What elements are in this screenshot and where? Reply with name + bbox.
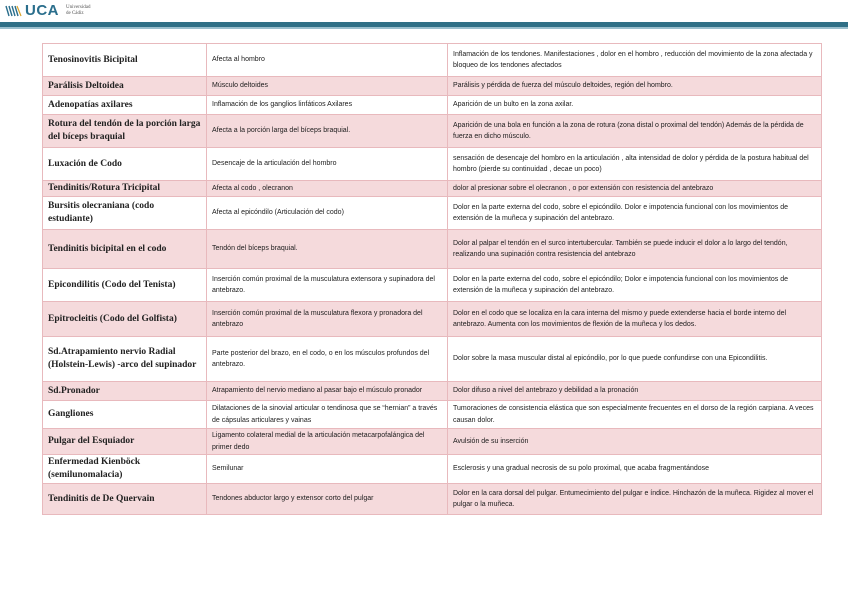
symptoms-description: Aparición de un bulto en la zona axilar. xyxy=(448,96,822,115)
affected-location: Afecta al epicóndilo (Articulación del codo) xyxy=(207,197,448,230)
affected-location: Inserción común proximal de la musculatura flexora y pronadora del antebrazo xyxy=(207,302,448,337)
affected-location: Atrapamiento del nervio mediano al pasar bajo el músculo pronador xyxy=(207,382,448,401)
table-row xyxy=(43,44,822,77)
table-row xyxy=(43,302,822,337)
pathology-name: Sd.Pronador xyxy=(43,382,207,401)
university-logo[interactable] xyxy=(4,3,90,19)
pathology-name: Tendinitis/Rotura Tricipital xyxy=(43,181,207,197)
symptoms-description: Dolor al palpar el tendón en el surco intertubercular. También se puede inducir el dolor a lo largo del tendón, realizando una supinación contra resistencia del antebrazo xyxy=(448,230,822,269)
symptoms-description: Parálisis y pérdida de fuerza del músculo deltoides, región del hombro. xyxy=(448,77,822,96)
affected-location: Desencaje de la articulación del hombro xyxy=(207,148,448,181)
affected-location: Músculo deltoides xyxy=(207,77,448,96)
symptoms-description: Dolor en el codo que se localiza en la cara interna del mismo y puede extenderse hacia el borde interno del antebrazo. Aumenta con los movimientos de flexión de la muñeca y los dedos. xyxy=(448,302,822,337)
affected-location: Afecta al codo , olecranon xyxy=(207,181,448,197)
table-row xyxy=(43,484,822,515)
table-row xyxy=(43,96,822,115)
logo-subtitle-line2: de Cádiz xyxy=(66,11,84,16)
table-row xyxy=(43,429,822,455)
symptoms-description: Dolor sobre la masa muscular distal al epicóndilo, por lo que puede confundirse con una Epicondilitis. xyxy=(448,337,822,382)
affected-location: Parte posterior del brazo, en el codo, o en los músculos profundos del antebrazo. xyxy=(207,337,448,382)
pathology-name: Parálisis Deltoidea xyxy=(43,77,207,96)
pathology-table xyxy=(42,43,822,515)
header-bar xyxy=(0,0,848,22)
table-row xyxy=(43,148,822,181)
symptoms-description: Avulsión de su inserción xyxy=(448,429,822,455)
pathology-name: Sd.Atrapamiento nervio Radial (Holstein-Lewis) -arco del supinador xyxy=(43,337,207,382)
symptoms-description: Tumoraciones de consistencia elástica que son especialmente frecuentes en el dorso de la región carpiana. A veces causan dolor. xyxy=(448,401,822,429)
affected-location: Dilataciones de la sinovial articular o tendinosa que se “hernian” a través de cápsulas articulares y vainas xyxy=(207,401,448,429)
symptoms-description: Dolor en la parte externa del codo, sobre el epicóndilo; Dolor e impotencia funcional con los movimientos de extensión de la muñeca y supinación del antebrazo. xyxy=(448,269,822,302)
header-band-light xyxy=(0,27,848,29)
affected-location: Tendón del bíceps braquial. xyxy=(207,230,448,269)
pathology-name: Pulgar del Esquiador xyxy=(43,429,207,455)
pathology-name: Tendinitis de De Quervain xyxy=(43,484,207,515)
table-row xyxy=(43,115,822,148)
pathology-name: Tendinitis bicipital en el codo xyxy=(43,230,207,269)
pathology-name: Tenosinovitis Bicipital xyxy=(43,44,207,77)
table-row xyxy=(43,455,822,484)
pathology-name: Luxación de Codo xyxy=(43,148,207,181)
table-row xyxy=(43,382,822,401)
pathology-name: Gangliones xyxy=(43,401,207,429)
table-row xyxy=(43,401,822,429)
symptoms-description: Dolor en la parte externa del codo, sobre el epicóndilo. Dolor e impotencia funcional con los movimientos de extensión de la muñeca y supinación del antebrazo. xyxy=(448,197,822,230)
affected-location: Tendones abductor largo y extensor corto del pulgar xyxy=(207,484,448,515)
affected-location: Inflamación de los ganglios linfáticos Axilares xyxy=(207,96,448,115)
symptoms-description: dolor al presionar sobre el olecranon , o por extensión con resistencia del antebrazo xyxy=(448,181,822,197)
symptoms-description: Dolor difuso a nivel del antebrazo y debilidad a la pronación xyxy=(448,382,822,401)
affected-location: Semilunar xyxy=(207,455,448,484)
affected-location: Afecta al hombro xyxy=(207,44,448,77)
table-row xyxy=(43,269,822,302)
pathology-name: Enfermedad Kienböck (semilunomalacia) xyxy=(43,455,207,484)
logo-subtitle xyxy=(66,5,90,17)
affected-location: Afecta a la porción larga del bíceps braquial. xyxy=(207,115,448,148)
pathology-name: Epicondilitis (Codo del Tenista) xyxy=(43,269,207,302)
symptoms-description: Dolor en la cara dorsal del pulgar. Entumecimiento del pulgar e índice. Hinchazón de la muñeca. Rigidez al mover el pulgar o la muñeca. xyxy=(448,484,822,515)
pathology-name: Epitrocleitis (Codo del Golfista) xyxy=(43,302,207,337)
affected-location: Inserción común proximal de la musculatura extensora y supinadora del antebrazo. xyxy=(207,269,448,302)
uca-emblem-icon xyxy=(4,4,22,18)
table-row xyxy=(43,337,822,382)
symptoms-description: Esclerosis y una gradual necrosis de su polo proximal, que acaba fragmentándose xyxy=(448,455,822,484)
table-row xyxy=(43,181,822,197)
table-row xyxy=(43,230,822,269)
affected-location: Ligamento colateral medial de la articulación metacarpofalángica del primer dedo xyxy=(207,429,448,455)
table-row xyxy=(43,77,822,96)
pathology-name: Bursitis olecraniana (codo estudiante) xyxy=(43,197,207,230)
symptoms-description: sensación de desencaje del hombro en la articulación , alta intensidad de dolor y pérdida de la postura habitual del hombro (pierde su continuidad , decae un poco) xyxy=(448,148,822,181)
logo-subtitle-line1: Universidad xyxy=(66,5,91,10)
symptoms-description: Aparición de una bola en función a la zona de rotura (zona distal o proximal del tendón) Además de la pérdida de fuerza en dicho músculo. xyxy=(448,115,822,148)
pathology-name: Adenopatías axilares xyxy=(43,96,207,115)
symptoms-description: Inflamación de los tendones. Manifestaciones , dolor en el hombro , reducción del movimiento de la zona afectada y bloqueo de los tendones afectados xyxy=(448,44,822,77)
logo-text: UCA xyxy=(25,2,59,19)
table-row xyxy=(43,197,822,230)
pathology-name: Rotura del tendón de la porción larga del bíceps braquial xyxy=(43,115,207,148)
